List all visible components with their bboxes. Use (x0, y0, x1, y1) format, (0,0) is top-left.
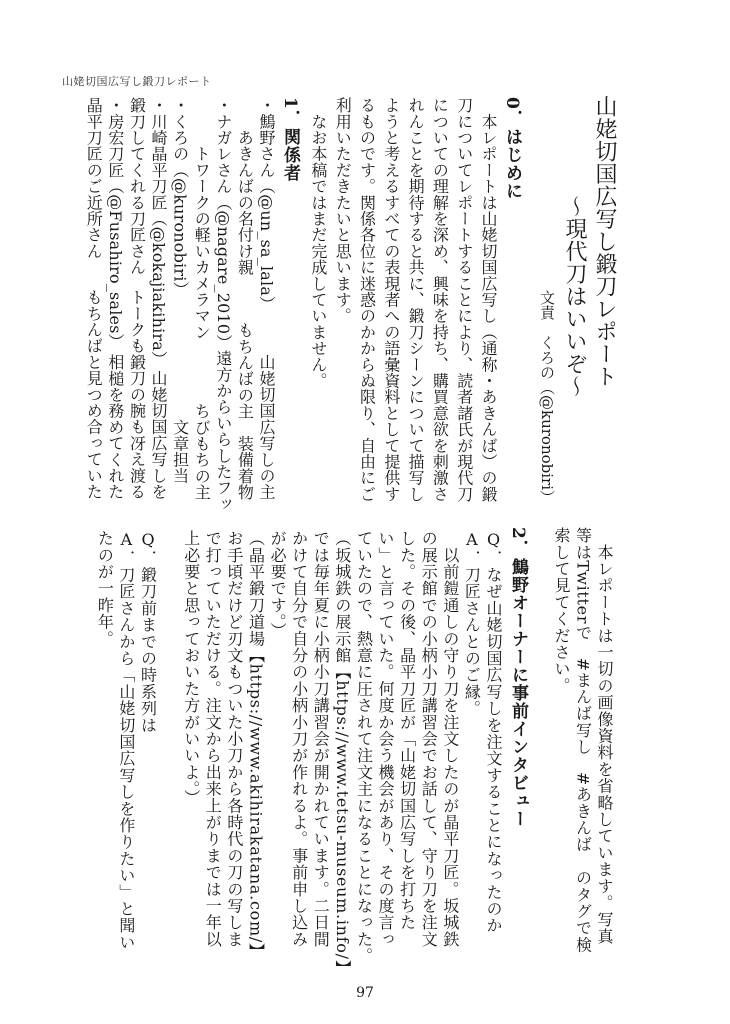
line-text: が必要です。） (268, 530, 288, 639)
member-name: 鍛刀してくれる刀匠さん (127, 97, 147, 276)
body-line: についての理解を深め、興味を持ち、購買意欲を刺激さ (430, 97, 450, 502)
body-line: 本レポートは山姥切国広写し（通称・あきんば）の鍛 (479, 97, 498, 502)
qa-line (115, 530, 137, 976)
member-role: 相槌を務めてくれた (105, 354, 125, 500)
body-line (396, 530, 418, 976)
body-line (266, 530, 288, 976)
body-line: れんことを期待すると共に、鍛刀シーンについて描写し (406, 97, 426, 502)
member-item (83, 97, 105, 500)
member-item (147, 97, 169, 500)
qa-line (482, 530, 504, 976)
body-line (374, 530, 396, 976)
body-line (202, 530, 224, 976)
member-name: ・房宏刀匠（@Fusahiro_sales） (105, 97, 125, 350)
member-list (83, 97, 277, 513)
line-text: い」と言っていた。何度か会う機会があり、その度言っ (376, 530, 396, 948)
member-role: ちびもちの主 (192, 402, 212, 500)
author-credit: 文責 くろの（@kuronobiri） (538, 290, 556, 506)
body-line (418, 530, 440, 976)
note-line: 等はTwitterで #まんば写し #あきんば のタグで検 (573, 527, 593, 954)
body-line: るものです。関係各位に迷惑のかからぬ限り、自由にご (357, 97, 377, 502)
interview-body (94, 530, 504, 976)
note-line: 索して見てください。 (552, 527, 571, 694)
qa-line (137, 530, 159, 976)
qa-marker: Q． (138, 530, 158, 567)
section-2-heading: 2．鷦野オーナーに事前インタビュー (508, 527, 528, 828)
image-note (551, 527, 616, 953)
line-text: かけて自分で自分の小柄小刀が作れるよ。事前申し込み (289, 530, 309, 948)
body-line (353, 530, 375, 976)
member-name: ・くろの（@kuronobiri） (170, 97, 190, 298)
line-text: した。その後、晶平刀匠が「山姥切国広写しを打ちた (397, 530, 417, 931)
body-line (310, 530, 332, 976)
body-line (180, 530, 202, 976)
section-0-body (306, 97, 500, 502)
body-line (94, 530, 116, 976)
member-name: ・鷦野さん（@un_sa_lala） (257, 97, 276, 313)
member-item (255, 97, 277, 500)
member-role: 文章担当 (170, 419, 190, 500)
line-text: 鍛刀前までの時系列は (138, 566, 158, 734)
body-line (223, 530, 245, 976)
body-line: 刀についてレポートすることにより、読者諸氏が現代刀 (454, 97, 474, 502)
member-name: あきんばの名付け親 (235, 97, 255, 276)
line-text: （晶平鍛刀道場【https://www.akihirakatana.com/】 (246, 530, 266, 960)
line-text: 以前鎧通しの守り刀を注文したのが晶平刀匠。坂城鉄 (440, 530, 460, 948)
body-line (439, 530, 461, 976)
line-text: 刀匠さんとのご縁。 (462, 566, 482, 717)
member-role: 山姥切国広写しを (149, 370, 169, 500)
line-text: （坂城鉄の展示館【https://www.tetsu-museum.info/】 (332, 530, 352, 977)
line-text: で打っていただける。注文から出来上がりまでは一年以 (203, 530, 223, 948)
member-name: ・ナガレさん（@nagare_2010） (213, 97, 233, 351)
member-role: 山姥切国広写しの主 (257, 354, 276, 500)
line-text: ていたので、熱意に圧されて注文主になることになった。 (354, 530, 374, 965)
body-line (159, 530, 181, 976)
section-0-heading: 0．はじめに (502, 97, 522, 200)
member-item (191, 97, 213, 500)
body-line: 利用いただきたいと思います。 (333, 97, 353, 324)
member-role: トークも鍛刀の腕も冴え渡る (127, 289, 147, 500)
body-line: なお本稿ではまだ完成していません。 (308, 97, 328, 389)
member-item (234, 97, 256, 500)
section-1-heading: 1．関係者 (280, 97, 300, 182)
member-item (169, 97, 191, 500)
qa-marker: A． (116, 530, 136, 567)
member-role: もちんばの主 装備着物 (235, 321, 255, 500)
qa-line (461, 530, 483, 976)
member-item (104, 97, 126, 500)
document-title: 山姥切国広写し鍛刀レポート (592, 95, 617, 388)
line-text: の展示館での小柄小刀講習会でお話して、守り刀を注文 (419, 530, 439, 948)
document-subtitle: ～現代刀はいいぞ～ (562, 195, 587, 398)
member-name: 晶平刀匠のご近所さん (84, 97, 104, 259)
running-header: 山姥切国広写し鍛刀レポート (62, 75, 212, 88)
member-name: ・川崎晶平刀匠（@kokajiakihira） (149, 97, 169, 368)
page-number: 97 (356, 985, 374, 1001)
body-line: ようと考えるすべての表現者への語彙資料として提供す (381, 97, 401, 502)
line-text: 刀匠さんから「山姥切国広写しを作りたい」と聞い (116, 566, 136, 951)
line-text: なぜ山姥切国広写しを注文することになったのか (484, 566, 503, 934)
member-name: トワークの軽いカメラマン (192, 97, 212, 340)
member-item (212, 97, 234, 513)
body-line (331, 530, 353, 976)
body-line (245, 530, 267, 976)
line-text (160, 530, 179, 547)
member-item (126, 97, 148, 500)
line-text: では毎年夏に小柄小刀講習会が開かれています。二日間 (311, 530, 331, 948)
member-role: 遠方からいらしたフッ (213, 350, 233, 513)
member-role: もちんばと見つめ合っていた (84, 289, 104, 500)
line-text: お手頃だけど刃文もついた小刀から各時代の刀の写しま (224, 530, 244, 948)
qa-marker: A． (462, 530, 482, 567)
note-line: 本レポートは一切の画像資料を省略しています。写真 (595, 527, 614, 945)
body-line (288, 530, 310, 976)
line-text: たのが一昨年。 (95, 530, 115, 647)
qa-marker: Q． (484, 530, 503, 567)
line-text: 上必要と思っておいた方がいいよ。） (181, 530, 201, 806)
